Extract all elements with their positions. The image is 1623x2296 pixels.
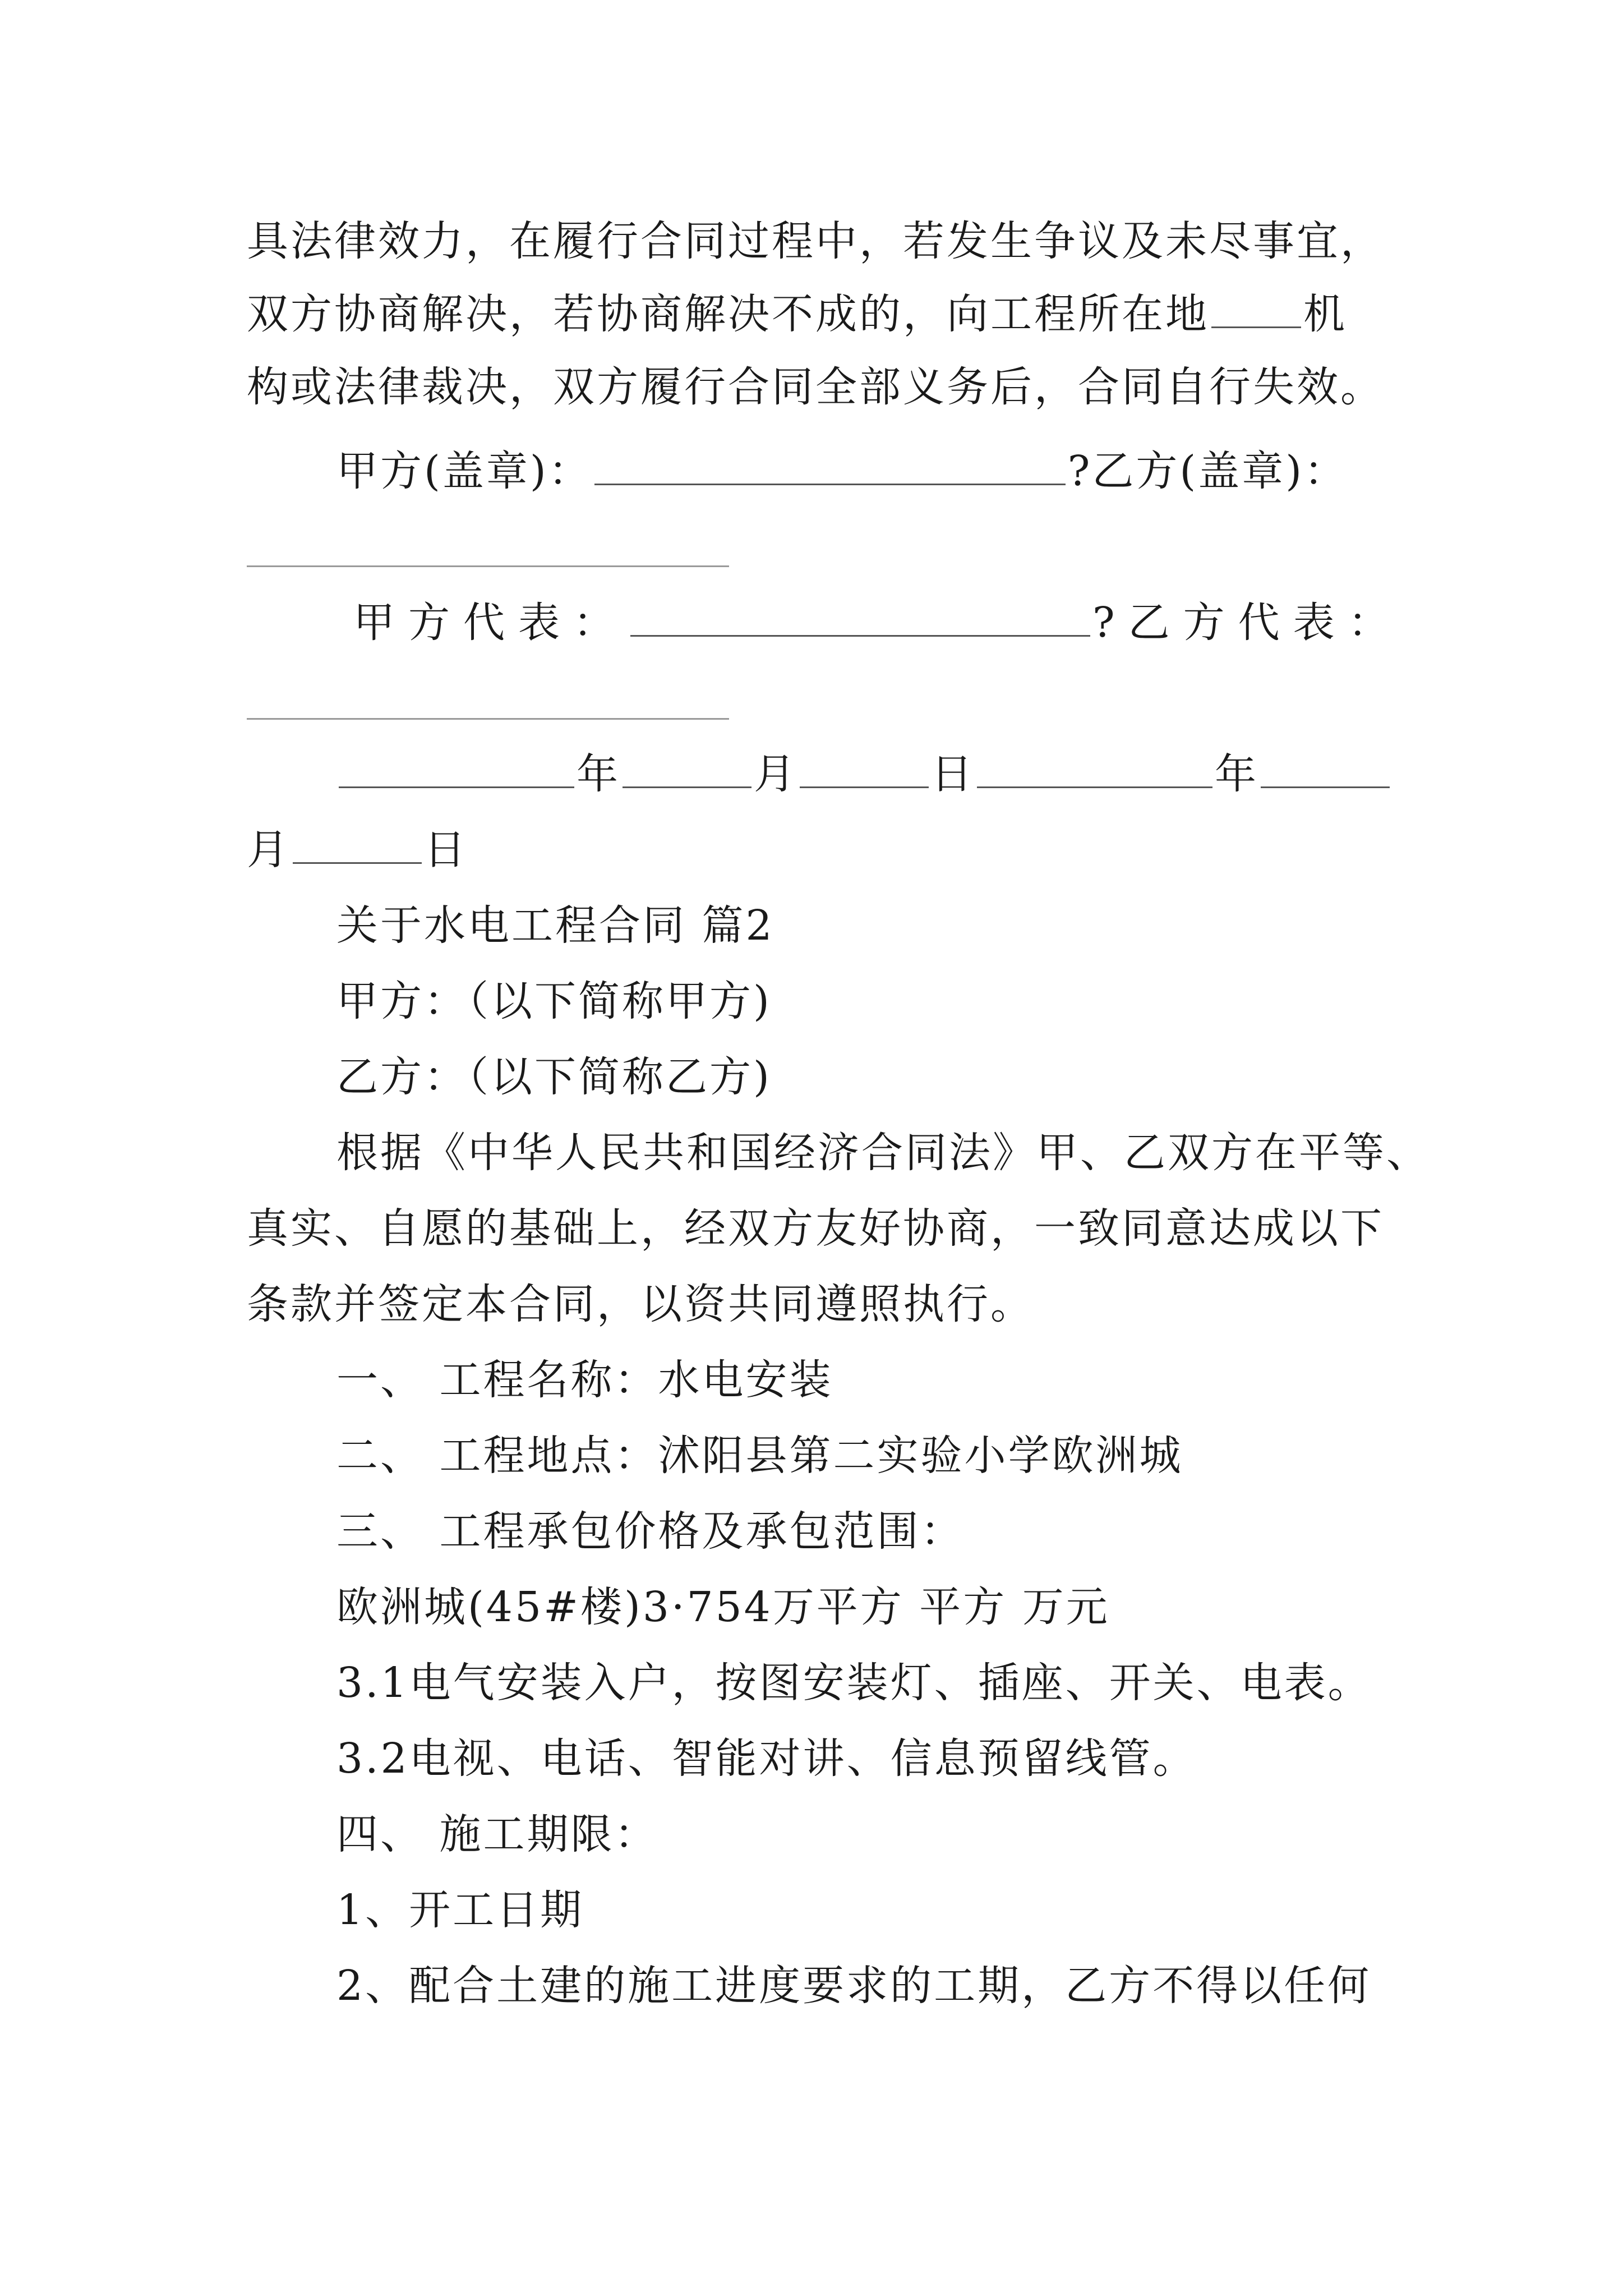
party-a-rep-blank xyxy=(630,596,1090,637)
month-label: 月 xyxy=(247,826,291,874)
date-line xyxy=(336,746,1392,802)
paragraph-line xyxy=(247,286,1347,342)
text: 真实、自愿的基础上，经双方友好协商，一致同意达成以下 xyxy=(247,1204,1384,1253)
text: 构或法律裁决，双方履行合同全部义务后，合同自行失效。 xyxy=(247,363,1384,411)
text: 2、配合土建的施工进度要求的工期，乙方不得以任何 xyxy=(336,1962,1372,2010)
text: 双方协商解决，若协商解决不成的，向工程所在地 xyxy=(247,290,1209,338)
paragraph-line xyxy=(247,359,1388,415)
text: 关于水电工程合同 篇2 xyxy=(336,901,774,950)
party-b-seal-blank xyxy=(247,565,729,567)
list-item xyxy=(336,1428,1183,1484)
text: 3.2电视、电话、智能对讲、信息预留线管。 xyxy=(336,1734,1197,1783)
list-item xyxy=(336,1579,1110,1635)
text: 1、开工日期 xyxy=(336,1886,584,1934)
day-blank xyxy=(800,747,929,788)
list-item xyxy=(336,1882,584,1938)
year-label: 年 xyxy=(577,750,620,798)
month-label: 月 xyxy=(754,750,797,798)
section-title xyxy=(336,898,774,954)
party-a-seal-blank xyxy=(594,444,1066,485)
date-line xyxy=(247,822,468,878)
text: 机 xyxy=(1303,290,1347,338)
list-item xyxy=(336,1352,833,1408)
list-item xyxy=(336,1806,658,1862)
list-item xyxy=(336,1655,1372,1711)
list-item xyxy=(336,1731,1197,1787)
list-item xyxy=(336,1503,965,1559)
party-a-rep-label: 甲方代表： xyxy=(353,599,628,647)
party-a-line xyxy=(336,973,772,1029)
day-label: 日 xyxy=(931,750,975,798)
text: 甲方：（以下简称甲方) xyxy=(336,977,772,1025)
text: 3.1电气安装入户，按图安装灯、插座、开关、电表。 xyxy=(336,1659,1372,1707)
year-label: 年 xyxy=(1215,750,1258,798)
text: 二、 工程地点：沭阳县第二实验小学欧洲城 xyxy=(336,1432,1183,1480)
party-b-line xyxy=(336,1049,772,1105)
paragraph-line xyxy=(247,213,1388,269)
text: 三、 工程承包价格及承包范围： xyxy=(336,1507,965,1556)
signature-seal-line xyxy=(336,443,1348,499)
paragraph-line xyxy=(247,1200,1388,1257)
paragraph-line xyxy=(247,1276,1034,1332)
year-blank xyxy=(977,747,1212,788)
list-item xyxy=(336,1958,1371,2014)
year-blank xyxy=(339,747,574,788)
text: 一、 工程名称：水电安装 xyxy=(336,1356,833,1404)
signature-rep-line xyxy=(353,595,1403,651)
party-b-rep-blank xyxy=(247,718,729,720)
month-blank xyxy=(623,747,751,788)
blank-underline xyxy=(1211,287,1301,328)
text: 欧洲城(45#楼)3·754万平方 平方 万元 xyxy=(336,1583,1110,1631)
text: 具法律效力，在履行合同过程中，若发生争议及未尽事宜， xyxy=(247,217,1384,265)
text: 乙方：（以下简称乙方) xyxy=(336,1053,772,1101)
party-b-rep-label: ?乙方代表： xyxy=(1092,599,1403,647)
text: 条款并签定本合同，以资共同遵照执行。 xyxy=(247,1280,1034,1328)
party-b-seal-label: ?乙方(盖章)： xyxy=(1067,447,1348,495)
party-a-seal-label: 甲方(盖章)： xyxy=(336,447,592,495)
text: 四、 施工期限： xyxy=(336,1810,658,1858)
day-label: 日 xyxy=(424,826,468,874)
day-blank xyxy=(293,823,422,864)
text: 根据《中华人民共和国经济合同法》甲、乙双方在平等、 xyxy=(336,1129,1430,1177)
month-blank xyxy=(1261,747,1390,788)
paragraph-line xyxy=(336,1125,1430,1181)
